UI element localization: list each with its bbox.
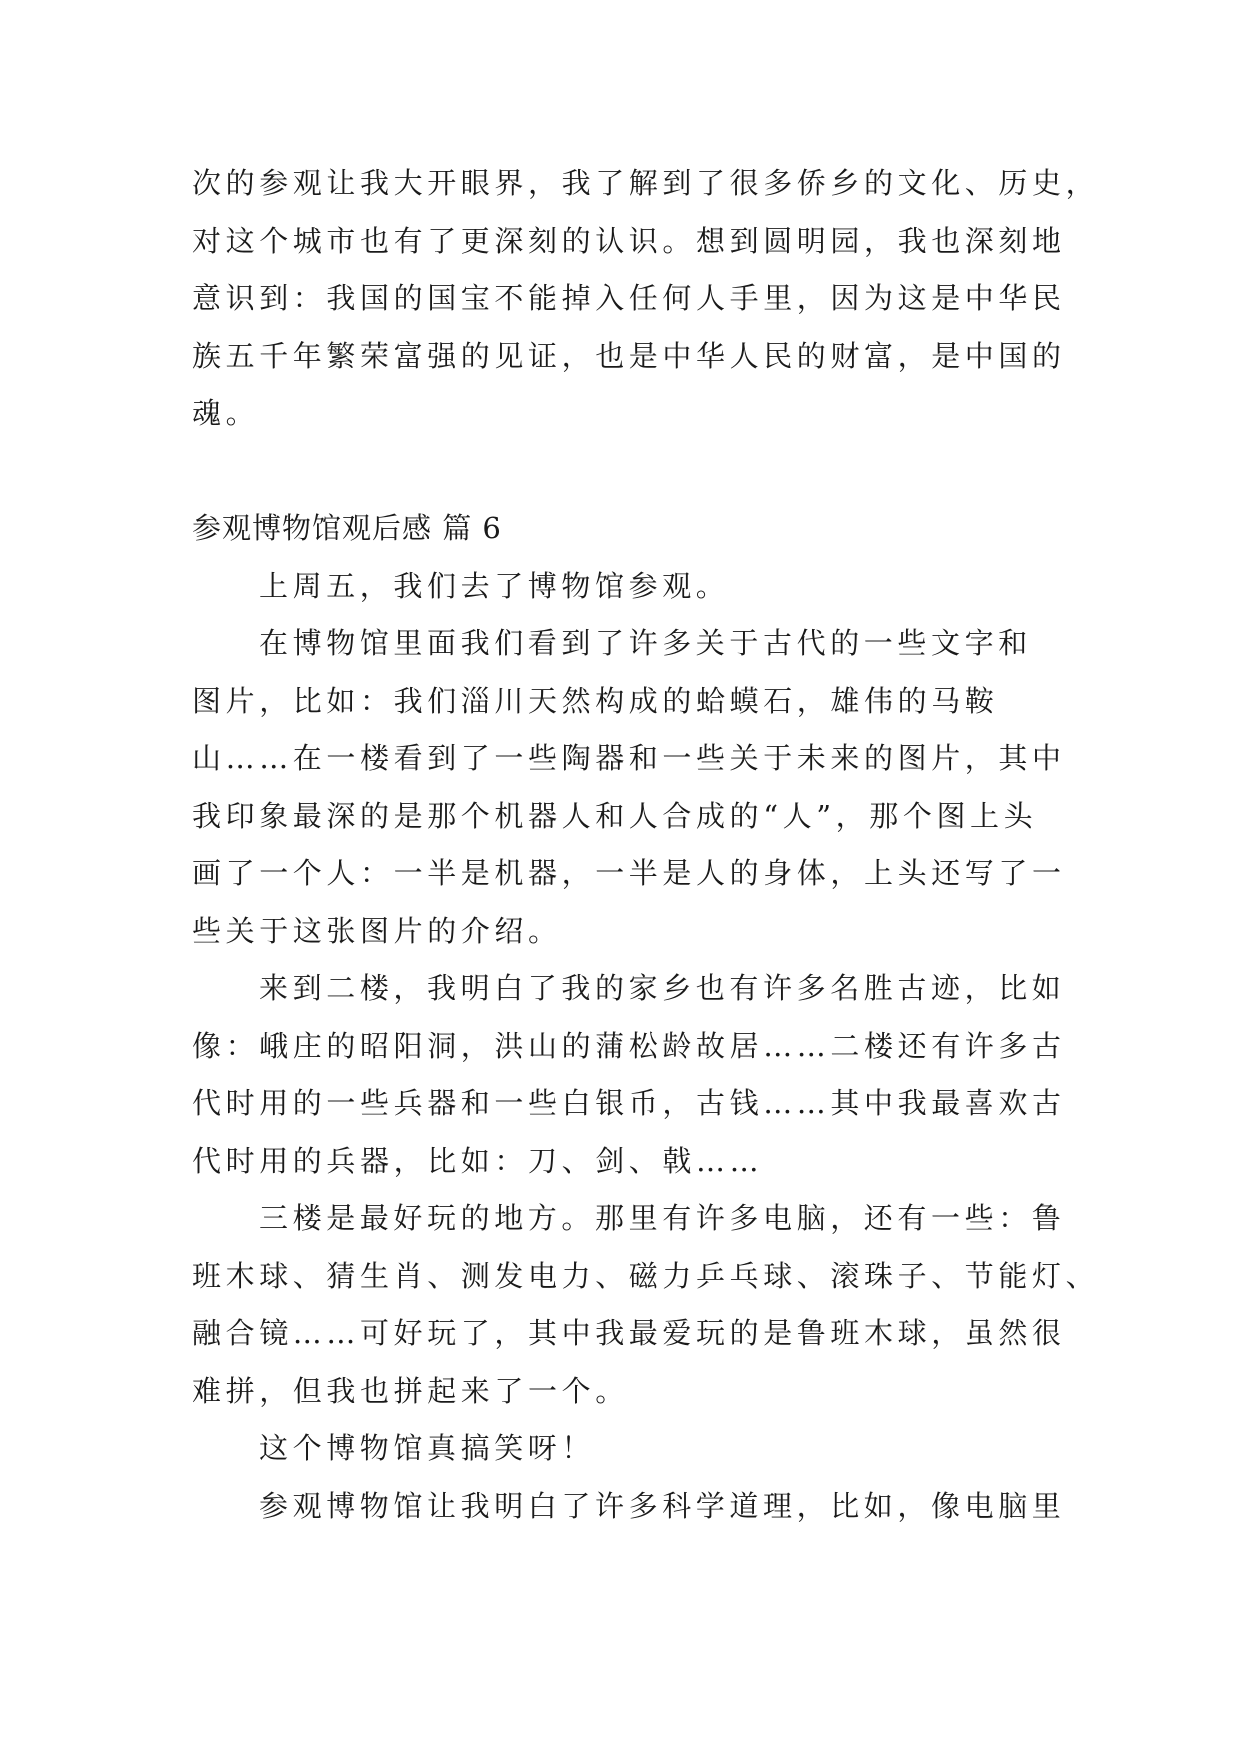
text-line: 在博物馆里面我们看到了许多关于古代的一些文字和 — [259, 626, 1032, 660]
paragraph — [192, 1478, 1066, 1536]
continuation-paragraph — [192, 155, 1100, 443]
document-page — [192, 155, 1100, 1535]
text-line: 次的参观让我大开眼界，我了解到了很多侨乡的文化、历史， — [192, 166, 1100, 200]
text-line: 像：峨庄的昭阳洞，洪山的蒲松龄故居……二楼还有许多古 — [192, 1028, 1066, 1063]
text-line: 些关于这张图片的介绍。 — [192, 913, 562, 948]
text-line: 班木球、猜生肖、测发电力、磁力乒乓球、滚珠子、节能灯、 — [192, 1258, 1100, 1293]
text-line: 图片，比如：我们淄川天然构成的蛤蟆石，雄伟的马鞍 — [192, 683, 999, 718]
section-spacer — [192, 443, 1050, 501]
paragraph — [192, 558, 1050, 616]
text-line: 意识到：我国的国宝不能掉入任何人手里，因为这是中华民 — [192, 281, 1066, 315]
text-line: 我印象最深的是那个机器人和人合成的“人”，那个图上头 — [192, 798, 1038, 833]
text-line: 难拼，但我也拼起来了一个。 — [192, 1373, 629, 1408]
text-line: 参观博物馆让我明白了许多科学道理，比如，像电脑里 — [259, 1488, 1066, 1523]
text-line: 画了一个人：一半是机器，一半是人的身体，上头还写了一 — [192, 856, 1066, 890]
text-line: 融合镜……可好玩了，其中我最爱玩的是鲁班木球，虽然很 — [192, 1316, 1066, 1350]
text-line: 代时用的兵器，比如：刀、剑、戟…… — [192, 1143, 764, 1178]
paragraph — [192, 1190, 1100, 1420]
paragraph — [192, 1420, 1050, 1478]
section-heading: 参观博物馆观后感 篇 6 — [192, 511, 502, 545]
text-line: 来到二楼，我明白了我的家乡也有许多名胜古迹，比如 — [259, 971, 1066, 1005]
text-line: 三楼是最好玩的地方。那里有许多电脑，还有一些：鲁 — [259, 1201, 1066, 1235]
text-line: 上周五，我们去了博物馆参观。 — [259, 568, 730, 603]
text-line: 山……在一楼看到了一些陶器和一些关于未来的图片，其中 — [192, 741, 1066, 775]
text-line: 魂。 — [192, 396, 260, 430]
paragraph — [192, 615, 1066, 960]
text-line: 这个博物馆真搞笑呀！ — [259, 1431, 596, 1465]
text-line: 对这个城市也有了更深刻的认识。想到圆明园，我也深刻地 — [192, 223, 1066, 258]
text-line: 族五千年繁荣富强的见证，也是中华人民的财富，是中国的 — [192, 338, 1066, 373]
text-line: 代时用的一些兵器和一些白银币，古钱……其中我最喜欢古 — [192, 1086, 1066, 1120]
paragraph — [192, 960, 1066, 1190]
